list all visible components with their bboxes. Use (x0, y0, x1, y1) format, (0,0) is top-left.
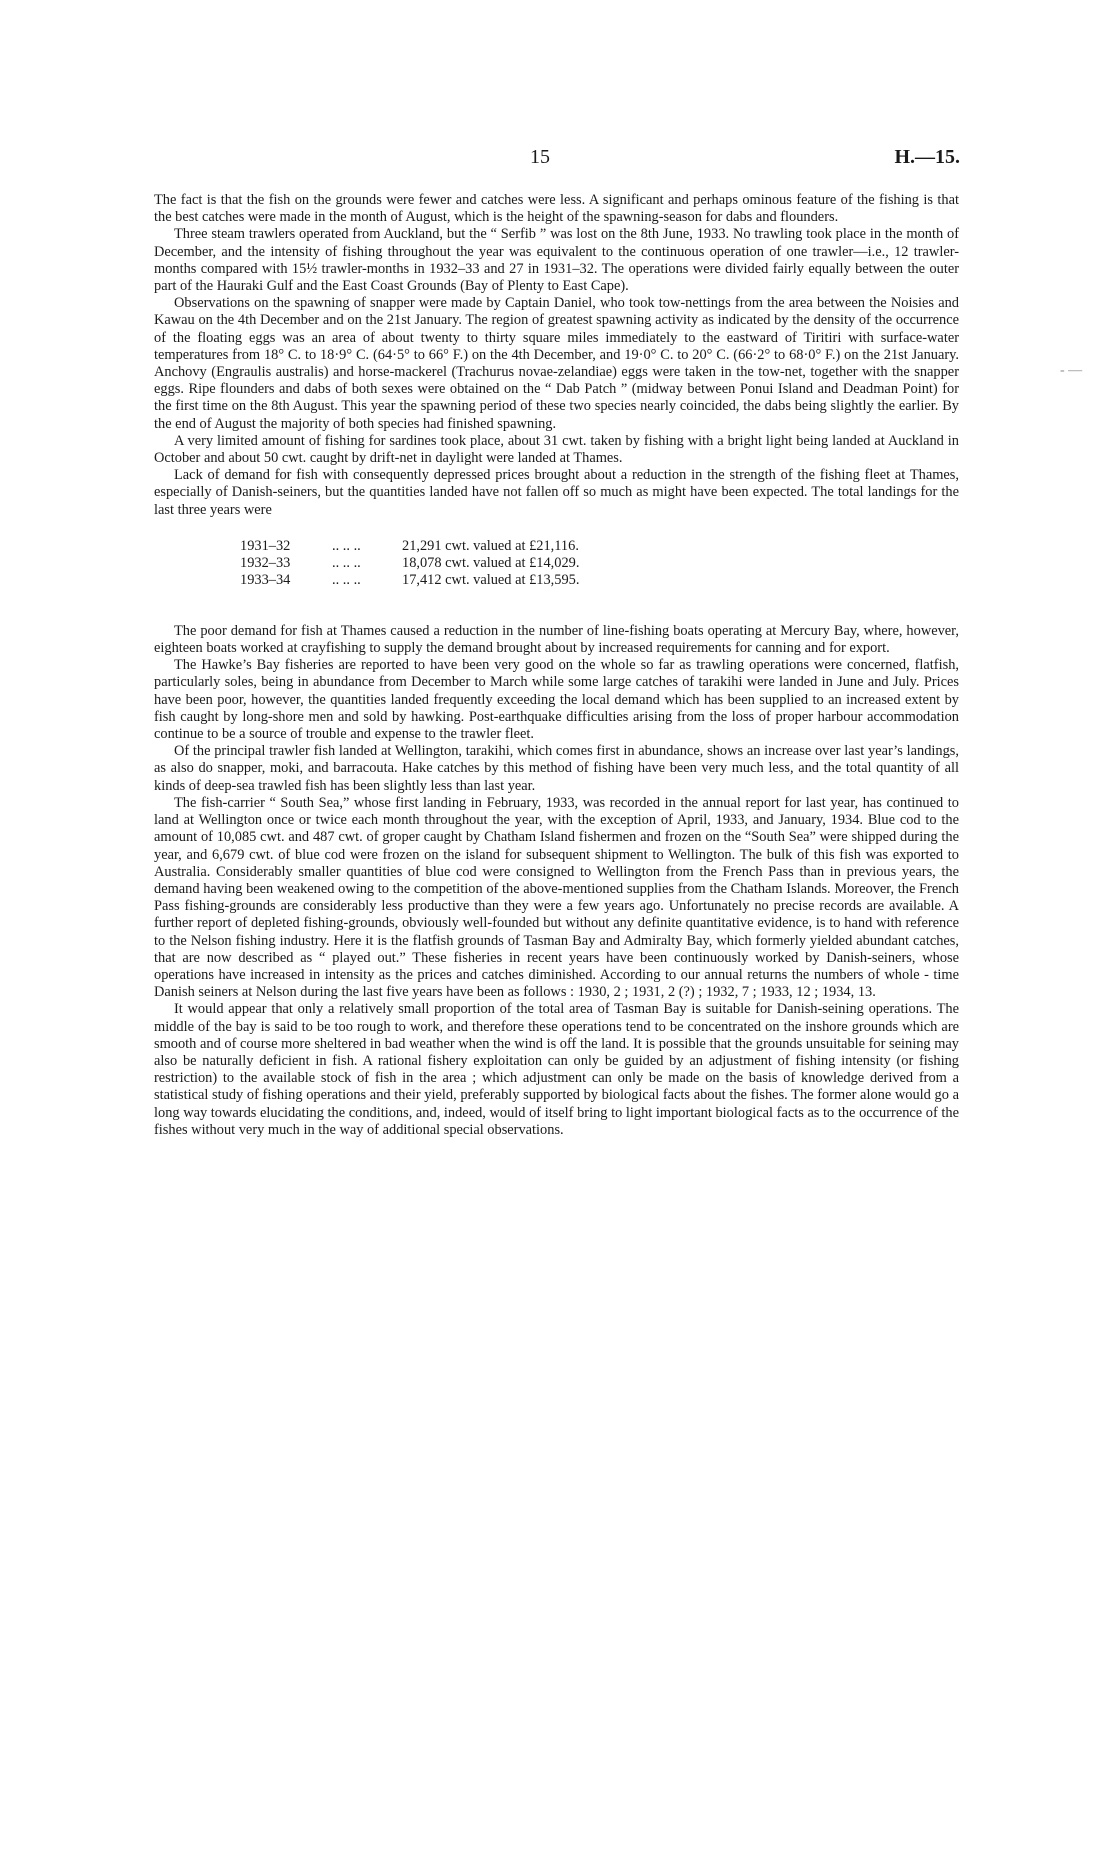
table-row (154, 572, 579, 589)
landings-table (154, 538, 579, 589)
landings-amount: 18,078 cwt. valued at £14,029. (402, 554, 580, 571)
table-row (154, 555, 579, 572)
paragraph-wellington-trawler: Of the principal trawler fish landed at Wellington, tarakihi, which comes first in abundance, shows an increase over last year’s landings, as also do snapper, moki, and barracouta. Hake catches by this method of fishing have been very much less, and the total quantity of all kinds of deep-sea trawled fish has been slightly less than last year. (154, 743, 959, 794)
page-number: 15 (530, 146, 550, 168)
paragraph-steam-trawlers: Three steam trawlers operated from Auckland, but the “ Serfib ” was lost on the 8th June, 1933. No trawling took place in the month of December, and the intensity of fishing throughout the year was equivalent to the continuous operation of one trawler—i.e., 12 trawler-months compared with 15½ trawler-months in 1932–33 and 27 in 1931–32. The operations were divided fairly equally between the outer part of the Hauraki Gulf and the East Coast Grounds (Bay of Plenty to East Cape). (154, 226, 959, 295)
landings-amount: 17,412 cwt. valued at £13,595. (402, 571, 580, 588)
landings-amount: 21,291 cwt. valued at £21,116. (402, 537, 579, 554)
paragraph-south-sea-carrier: The fish-carrier “ South Sea,” whose first landing in February, 1933, was recorded in the annual report for last year, has continued to land at Wellington once or twice each month throughout the year, with the exception of April, 1933, and January, 1934. Blue cod to the amount of 10,085 cwt. and 487 cwt. of groper caught by Chatham Island fishermen and frozen on the “South Sea” were shipped during the year, and 6,679 cwt. of blue cod were frozen on the island for subsequent shipment to Wellington. The bulk of this fish was exported to Australia. Considerably smaller quantities of blue cod were consigned to Wellington from the French Pass than in previous years, the demand having been weakened owing to the competition of the above-mentioned supplies from the Chatham Islands. Moreover, the French Pass fishing-grounds are considerably less productive than they were a few years ago. Unfortunately no precise records are available. A further report of depleted fishing-grounds, obviously well-founded but without any definite quantitative evidence, is to hand with reference to the Nelson fishing industry. Here it is the flatfish grounds of Tasman Bay and Admiralty Bay, which formerly yielded abundant catches, that are now described as “ played out.” These fisheries in recent years have been continuously worked by Danish-seiners, whose operations have increased in intensity as the prices and catches diminished. According to our annual returns the numbers of whole - time Danish seiners at Nelson during the last five years have been as follows : 1930, 2 ; 1931, 2 (?) ; 1932, 7 ; 1933, 12 ; 1934, 13. (154, 794, 959, 1001)
paragraph-hawkes-bay: The Hawke’s Bay fisheries are reported to have been very good on the whole so far as trawling operations were concerned, flatfish, particularly soles, being in abundance from December to March while some large catches of tarakihi were landed in June and July. Prices have been poor, however, the quantities landed frequently exceeding the local demand which has been supplied to an increased extent by fish caught by long-shore men and sold by hawking. Post-earthquake difficulties arising from the loss of proper harbour accommodation continue to be a source of trouble and expense to the trawler fleet. (154, 657, 959, 743)
paragraph-thames-demand: Lack of demand for fish with consequently depressed prices brought about a reduction in the strength of the fishing fleet at Thames, especially of Danish-seiners, but the quantities landed have not fallen off so much as might have been expected. The total landings for the last three years were (154, 467, 959, 518)
landings-year: 1933–34 (240, 571, 291, 588)
leader-dots: .. .. .. (332, 537, 361, 554)
landings-year: 1932–33 (240, 554, 291, 571)
paragraph-sardines: A very limited amount of fishing for sardines took place, about 31 cwt. taken by fishing with a bright light being landed at Auckland in October and about 50 cwt. caught by drift-net in daylight were landed at Thames. (154, 432, 959, 467)
body-text (154, 192, 959, 1139)
landings-year: 1931–32 (240, 537, 291, 554)
paragraph-tasman-bay: It would appear that only a relatively small proportion of the total area of Tasman Bay is suitable for Danish-seining operations. The middle of the bay is said to be too rough to work, and therefore these operations tend to be concentrated on the inshore grounds which are smooth and of course more sheltered in bad weather when the wind is off the land. It is possible that the grounds unsuitable for seining may also be naturally deficient in fish. A rational fishery exploitation can only be guided by an adjustment of fishing intensity (or fishing restriction) to the available stock of fish in the area ; which adjustment can only be made on the basis of knowledge derived from a statistical study of fishing operations and their yield, preferably supported by biological facts about the fishes. The former alone would go a long way towards elucidating the conditions, and, indeed, would of itself bring to light important biological facts as to the occurrence of the fishes without very much in the way of additional special observations. (154, 1001, 959, 1138)
margin-mark: - — (1060, 363, 1083, 378)
table-row (154, 538, 579, 555)
paragraph-mercury-bay: The poor demand for fish at Thames caused a reduction in the number of line-fishing boats operating at Mercury Bay, where, however, eighteen boats worked at crayfishing to supply the demand brought about by increased requirements for canning and for export. (154, 622, 959, 657)
paragraph-trawling-intro: The fact is that the fish on the grounds were fewer and catches were less. A significant and perhaps ominous feature of the fishing is that the best catches were made in the month of August, which is the height of the spawning-season for dabs and flounders. (154, 192, 959, 226)
leader-dots: .. .. .. (332, 571, 361, 588)
paragraph-snapper-spawning: Observations on the spawning of snapper were made by Captain Daniel, who took tow-nettings from the area between the Noisies and Kawau on the 4th December and on the 21st January. The region of greatest spawning activity as indicated by the density of the occurrence of the floating eggs was an area of about twenty to thirty square miles immediately to the eastward of Tiritiri with surface-water temperatures from 18° C. to 18·9° C. (64·5° to 66° F.) on the 4th December, and 19·0° C. to 20° C. (66·2° to 68·0° F.) on the 21st January. Anchovy (Engraulis australis) and horse-mackerel (Trachurus novae-zelandiae) eggs were taken in the tow-net, together with the snapper eggs. Ripe flounders and dabs of both sexes were obtained on the “ Dab Patch ” (midway between Ponui Island and Deadman Point) for the first time on the 8th August. This year the spawning period of these two species nearly coincided, the dabs being slightly the earlier. By the end of August the majority of both species had finished spawning. (154, 295, 959, 432)
leader-dots: .. .. .. (332, 554, 361, 571)
document-reference: H.—15. (894, 146, 960, 168)
